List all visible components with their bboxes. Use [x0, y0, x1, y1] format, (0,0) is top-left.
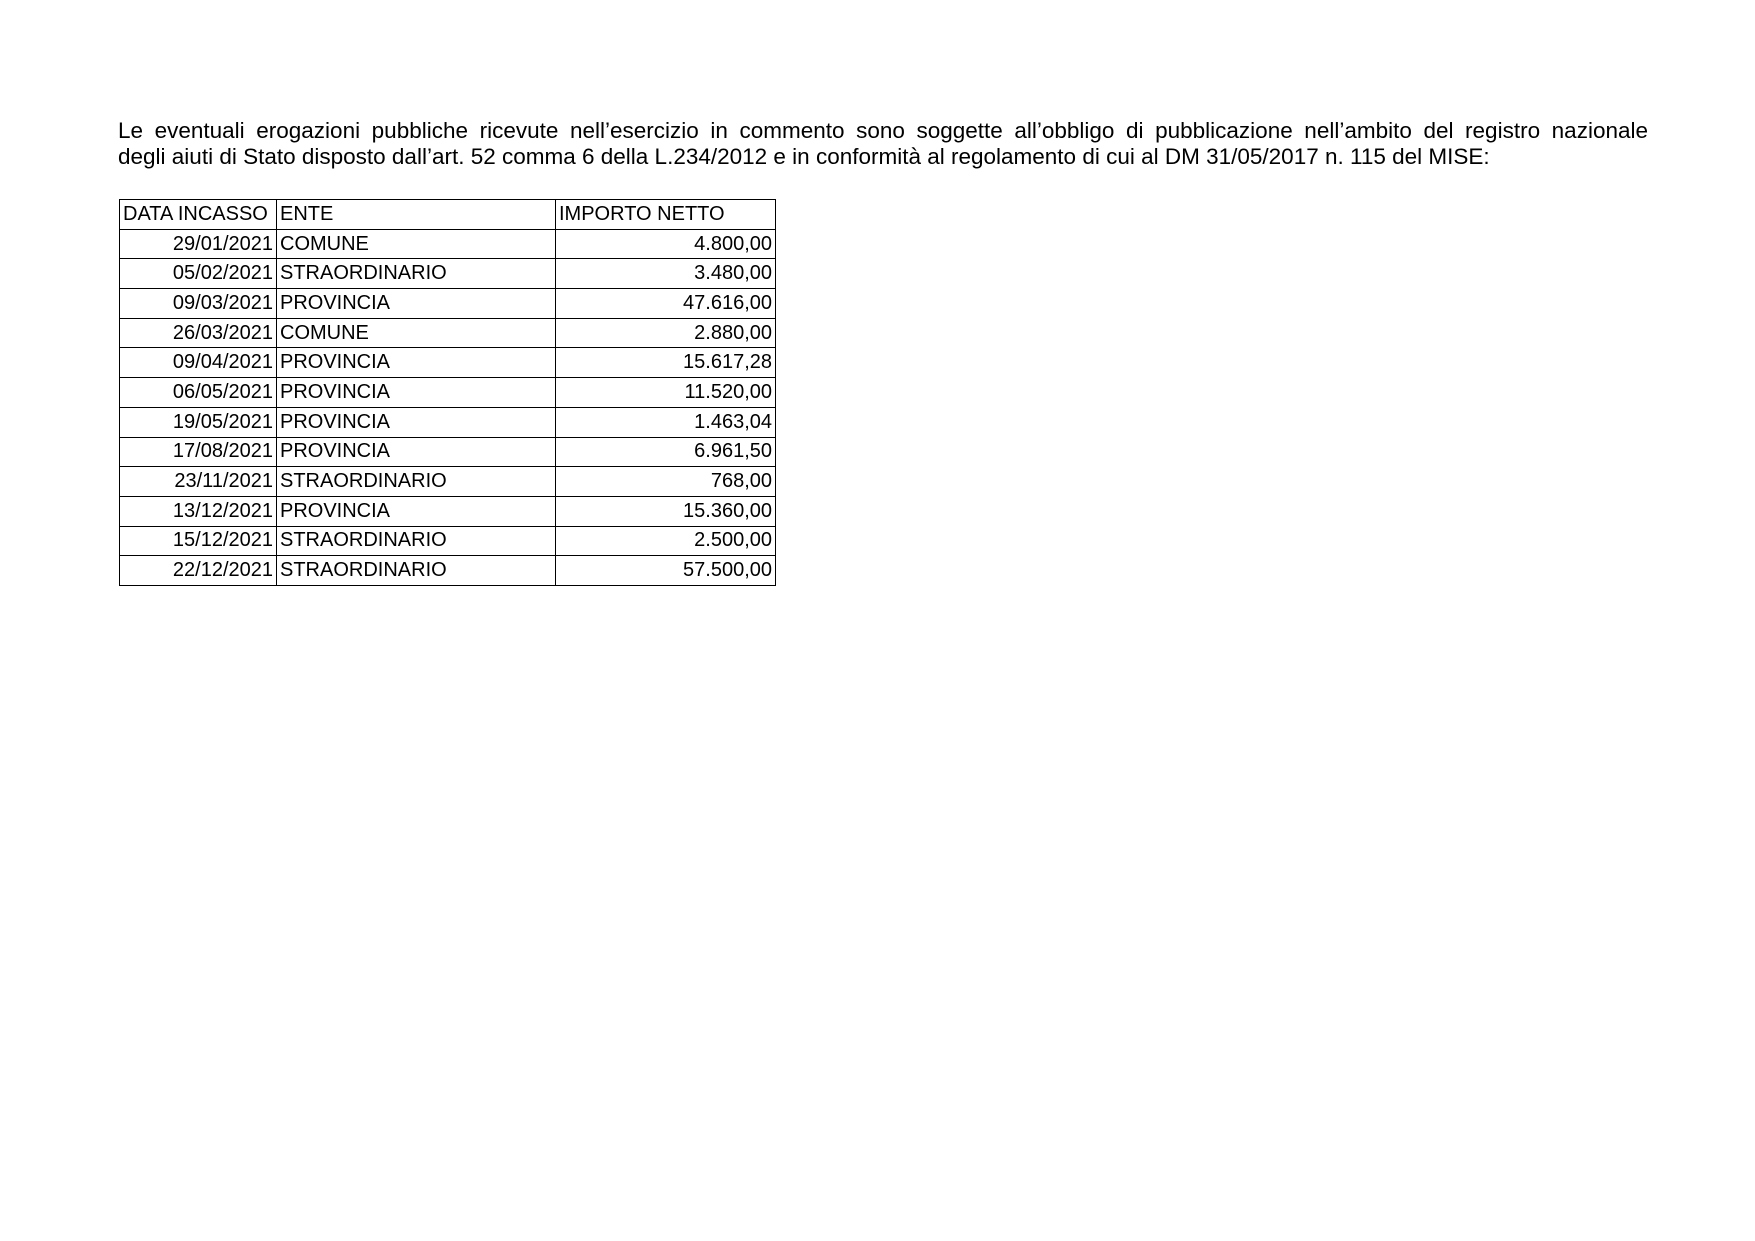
intro-line-2: degli aiuti di Stato disposto dall’art. 52 comma 6 della L.234/2012 e in conformità al regolamento di cui al DM 31/05/2017 n. 115 del MISE: — [118, 144, 1490, 169]
table-row — [120, 289, 776, 319]
cell-date: 26/03/2021 — [120, 318, 277, 348]
cell-importo: 2.880,00 — [556, 318, 776, 348]
cell-date: 15/12/2021 — [120, 526, 277, 556]
table-header-row — [120, 200, 776, 230]
cell-date: 29/01/2021 — [120, 229, 277, 259]
cell-importo: 15.360,00 — [556, 496, 776, 526]
cell-ente: PROVINCIA — [277, 289, 556, 319]
table-row — [120, 229, 776, 259]
cell-importo: 11.520,00 — [556, 378, 776, 408]
aid-table — [119, 199, 776, 586]
table-row — [120, 467, 776, 497]
header-ente: ENTE — [277, 200, 556, 230]
header-importo-netto: IMPORTO NETTO — [556, 200, 776, 230]
cell-importo: 6.961,50 — [556, 437, 776, 467]
table-row — [120, 348, 776, 378]
cell-importo: 768,00 — [556, 467, 776, 497]
cell-ente: STRAORDINARIO — [277, 259, 556, 289]
cell-importo: 15.617,28 — [556, 348, 776, 378]
cell-ente: PROVINCIA — [277, 437, 556, 467]
cell-ente: COMUNE — [277, 229, 556, 259]
table-row — [120, 318, 776, 348]
cell-importo: 4.800,00 — [556, 229, 776, 259]
table-row — [120, 496, 776, 526]
table-row — [120, 378, 776, 408]
cell-date: 06/05/2021 — [120, 378, 277, 408]
cell-ente: STRAORDINARIO — [277, 526, 556, 556]
intro-paragraph — [118, 118, 1648, 170]
table-row — [120, 407, 776, 437]
cell-importo: 57.500,00 — [556, 556, 776, 586]
cell-ente: STRAORDINARIO — [277, 556, 556, 586]
cell-date: 09/03/2021 — [120, 289, 277, 319]
cell-date: 09/04/2021 — [120, 348, 277, 378]
table-row — [120, 556, 776, 586]
cell-date: 17/08/2021 — [120, 437, 277, 467]
cell-importo: 3.480,00 — [556, 259, 776, 289]
cell-date: 19/05/2021 — [120, 407, 277, 437]
cell-date: 05/02/2021 — [120, 259, 277, 289]
cell-date: 13/12/2021 — [120, 496, 277, 526]
cell-importo: 1.463,04 — [556, 407, 776, 437]
cell-ente: PROVINCIA — [277, 496, 556, 526]
cell-importo: 47.616,00 — [556, 289, 776, 319]
cell-ente: PROVINCIA — [277, 378, 556, 408]
table-row — [120, 437, 776, 467]
intro-line-1: Le eventuali erogazioni pubbliche ricevute nell’esercizio in commento sono soggette all’obbligo di pubblicazione nell’ambito del registro nazionale — [118, 118, 1648, 143]
table-row — [120, 259, 776, 289]
cell-ente: PROVINCIA — [277, 407, 556, 437]
cell-importo: 2.500,00 — [556, 526, 776, 556]
table-row — [120, 526, 776, 556]
cell-ente: PROVINCIA — [277, 348, 556, 378]
cell-ente: STRAORDINARIO — [277, 467, 556, 497]
cell-date: 22/12/2021 — [120, 556, 277, 586]
header-data-incasso: DATA INCASSO — [120, 200, 277, 230]
cell-ente: COMUNE — [277, 318, 556, 348]
cell-date: 23/11/2021 — [120, 467, 277, 497]
